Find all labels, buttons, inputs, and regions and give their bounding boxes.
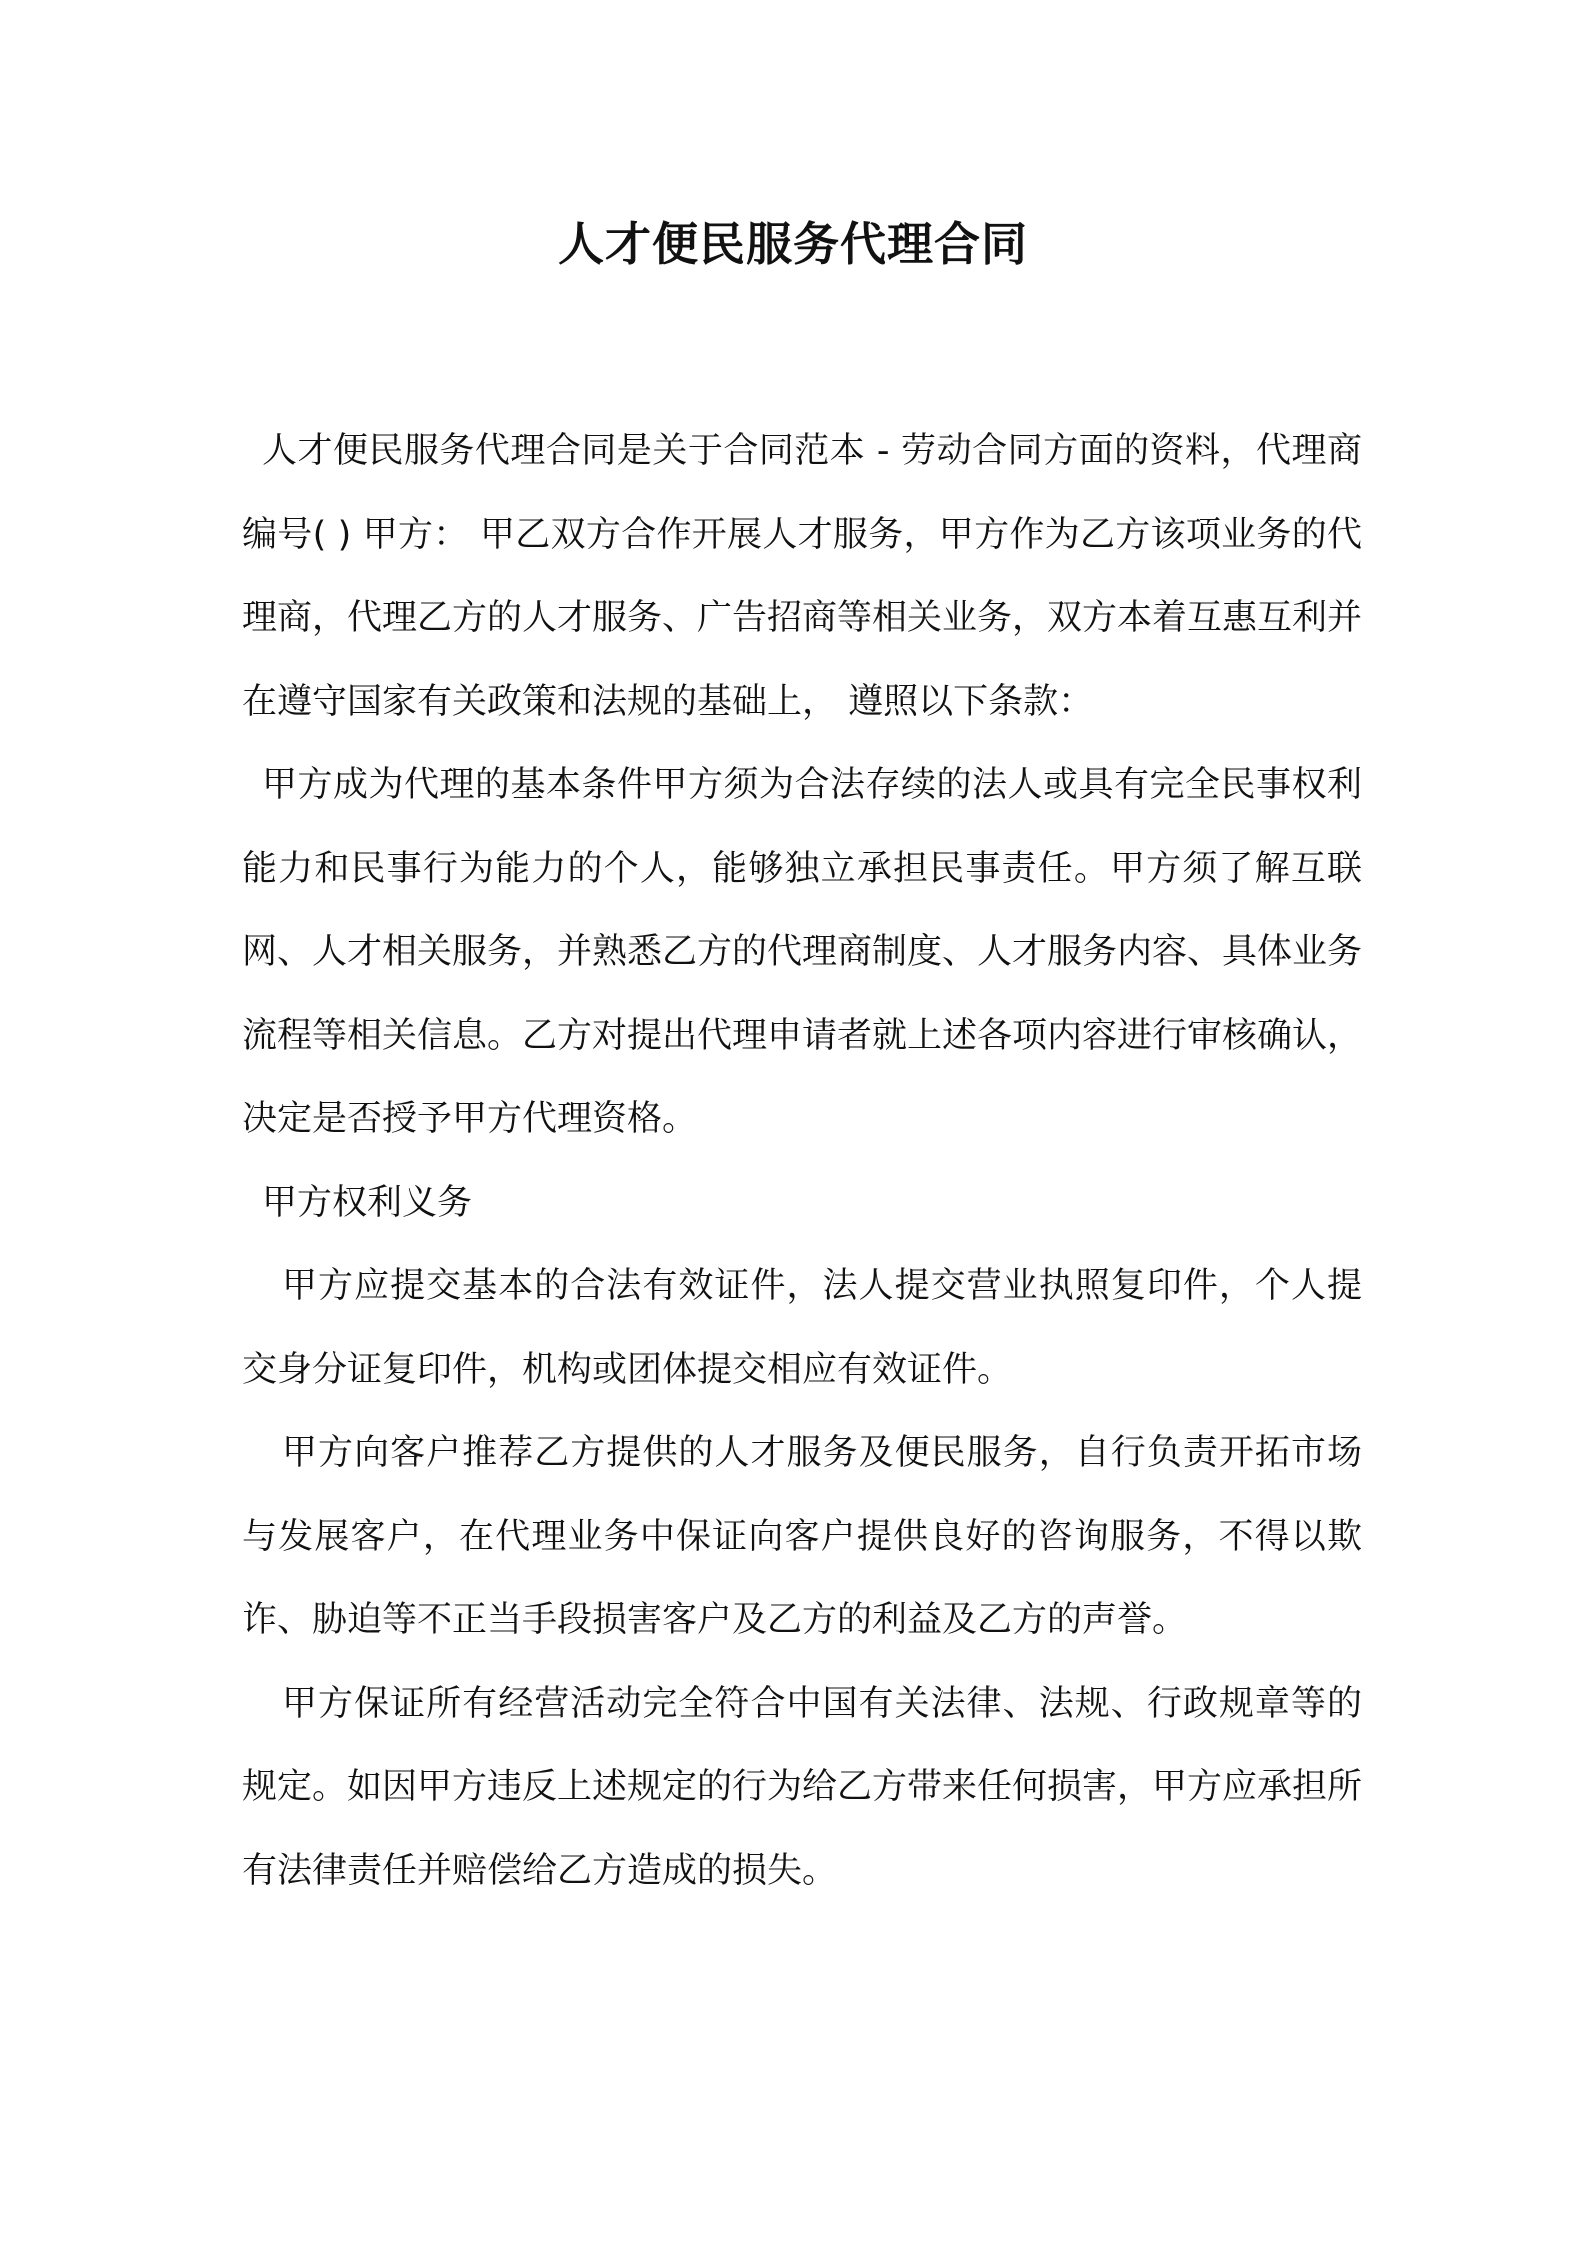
section-heading-rights-obligations: 甲方权利义务 [262, 1182, 473, 1223]
paragraph-basic-conditions: 甲方成为代理的基本条件甲方须为合法存续的法人或具有完全民事权利能力和民事行为能力的个人，能够独立承担民事责任。甲方须了解互联网、人才相关服务，并熟悉乙方的代理商制度、人才服务内容、具体业务流程等相关信息。乙方对提出代理申请者就上述各项内容进行审核确认，决定是否授予甲方代理资格。 [242, 765, 1363, 1139]
paragraph-documents: 甲方应提交基本的合法有效证件，法人提交营业执照复印件，个人提交身分证复印件，机构或团体提交相应有效证件。 [242, 1266, 1362, 1390]
paragraph-legal-compliance: 甲方保证所有经营活动完全符合中国有关法律、法规、行政规章等的规定。如因甲方违反上述规定的行为给乙方带来任何损害，甲方应承担所有法律责任并赔偿给乙方造成的损失。 [242, 1683, 1363, 1891]
document-body [242, 410, 1362, 1913]
paragraph-customer-service: 甲方向客户推荐乙方提供的人才服务及便民服务，自行负责开拓市场与发展客户，在代理业务中保证向客户提供良好的咨询服务，不得以欺诈、胁迫等不正当手段损害客户及乙方的利益及乙方的声誉。 [242, 1433, 1362, 1640]
paragraph-intro: 人才便民服务代理合同是关于合同范本 - 劳动合同方面的资料，代理商编号( ) 甲方： 甲乙双方合作开展人才服务，甲方作为乙方该项业务的代理商，代理乙方的人才服务、广告招商等相关业务，双方本着互惠互利并在遵守国家有关政策和法规的基础上， 遵照以下条款： [242, 431, 1363, 722]
document-title: 人才便民服务代理合同 [558, 217, 1028, 271]
